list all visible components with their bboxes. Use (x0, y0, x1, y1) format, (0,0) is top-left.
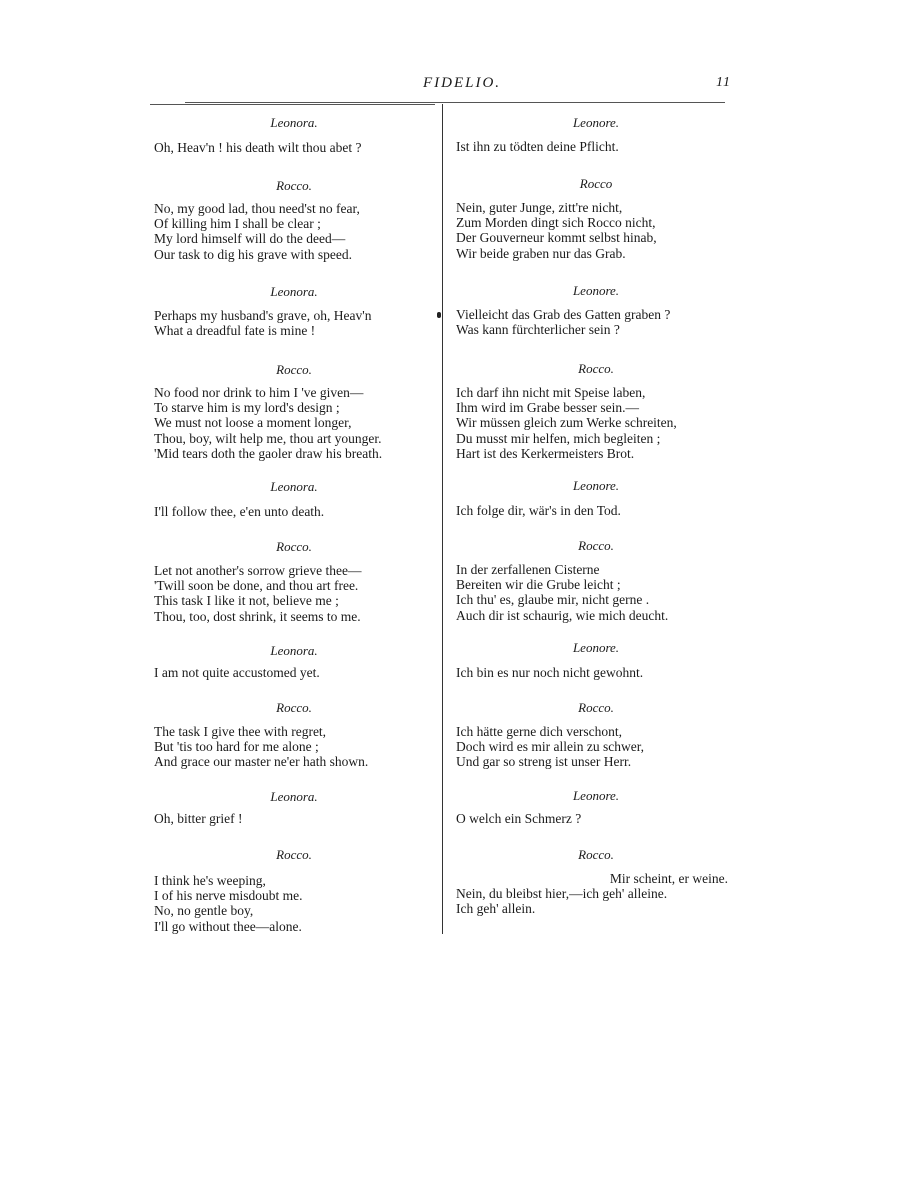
verse-lines (456, 307, 736, 337)
verse-line: I of his nerve misdoubt me. (154, 888, 303, 904)
verse-line: Ich thu' es, glaube mir, nicht gerne . (456, 592, 650, 608)
header-rule-center (185, 102, 450, 103)
header-rule-left (150, 104, 435, 105)
verse-lines (154, 504, 434, 519)
verse-block (154, 362, 434, 461)
verse-line: I'll follow thee, e'en unto death. (154, 504, 325, 519)
speaker-name: Leonora. (270, 479, 318, 494)
verse-line: Mir scheint, er weine. (609, 871, 728, 886)
verse-line: What a dreadful fate is mine ! (154, 323, 316, 339)
verse-lines (456, 503, 736, 518)
speaker-name: Rocco. (276, 847, 312, 862)
verse-line: Auch dir ist schaurig, wie mich deucht. (456, 607, 669, 623)
speaker-name: Rocco. (276, 539, 312, 554)
verse-line: Wir beide graben nur das Grab. (456, 245, 626, 261)
verse-lines (456, 811, 736, 826)
speaker-name: Rocco. (578, 700, 614, 715)
verse-block (154, 115, 434, 155)
verse-block (154, 789, 434, 826)
verse-line: This task I like it not, believe me ; (154, 593, 339, 609)
speaker-name: Leonore. (572, 283, 620, 298)
verse-block (456, 700, 736, 770)
verse-line: Thou, boy, wilt help me, thou art younger. (154, 430, 382, 446)
speaker-name: Rocco. (276, 178, 312, 193)
verse-line: In der zerfallenen Cisterne (456, 562, 600, 577)
verse-line: Oh, bitter grief ! (154, 811, 243, 826)
verse-lines (154, 385, 434, 461)
verse-line: Ich geh' allein. (456, 901, 536, 917)
verse-line: I am not quite accustomed yet. (154, 665, 320, 680)
speaker-name: Leonore. (572, 788, 620, 803)
verse-line: Ich folge dir, wär's in den Tod. (456, 503, 621, 518)
verse-line: O welch ein Schmerz ? (456, 811, 582, 826)
verse-block (154, 284, 434, 338)
verse-lines (456, 665, 736, 680)
verse-lines (456, 871, 736, 917)
verse-line: Our task to dig his grave with speed. (154, 246, 352, 262)
verse-line: 'Twill soon be done, and thou art free. (154, 578, 359, 594)
page-title: FIDELIO. (422, 75, 502, 91)
verse-line: Ich bin es nur noch nicht gewohnt. (456, 665, 644, 680)
speaker-name: Leonora. (270, 115, 318, 130)
verse-block (154, 479, 434, 519)
verse-line: 'Mid tears doth the gaoler draw his breath. (154, 445, 383, 461)
verse-block (456, 115, 736, 154)
verse-block (154, 178, 434, 262)
verse-lines (456, 200, 736, 261)
speaker-name: Leonora. (270, 284, 318, 299)
verse-lines (154, 811, 434, 826)
verse-line: Thou, too, dost shrink, it seems to me. (154, 608, 361, 624)
speaker-name: Rocco (579, 176, 613, 191)
verse-line: Und gar so streng ist unser Herr. (456, 754, 632, 770)
page-number: 11 (716, 75, 731, 90)
verse-block (456, 538, 736, 623)
verse-block (154, 847, 434, 934)
verse-line: I think he's weeping, (154, 873, 266, 888)
speaker-name: Leonore. (572, 115, 620, 130)
speaker-name: Rocco. (276, 700, 312, 715)
verse-line: Perhaps my husband's grave, oh, Heav'n (154, 308, 372, 323)
speaker-name: Rocco. (578, 847, 614, 862)
margin-mark (437, 312, 441, 318)
verse-lines (154, 724, 434, 770)
verse-line: Let not another's sorrow grieve thee— (154, 563, 362, 578)
verse-lines (154, 563, 434, 624)
verse-line: And grace our master ne'er hath shown. (154, 754, 369, 770)
verse-lines (154, 140, 434, 155)
verse-line: Ich darf ihn nicht mit Speise laben, (456, 385, 646, 400)
verse-line: No food nor drink to him I 've given— (154, 385, 364, 400)
verse-line: Nein, du bleibst hier,—ich geh' alleine. (456, 886, 668, 902)
verse-block (456, 788, 736, 826)
verse-block (456, 640, 736, 680)
verse-lines (154, 201, 434, 262)
verse-line: Vielleicht das Grab des Gatten graben ? (456, 307, 671, 322)
speaker-name: Rocco. (578, 361, 614, 376)
verse-lines (456, 139, 736, 154)
verse-block (154, 643, 434, 680)
verse-line: Wir müssen gleich zum Werke schreiten, (456, 415, 677, 431)
verse-line: Hart ist des Kerkermeisters Brot. (456, 445, 635, 461)
verse-block (456, 847, 736, 917)
verse-line: Of killing him I shall be clear ; (154, 216, 321, 232)
verse-line: Der Gouverneur kommt selbst hinab, (456, 230, 657, 246)
verse-line: Du musst mir helfen, mich begleiten ; (456, 430, 661, 446)
speaker-name: Leonore. (572, 478, 620, 493)
verse-lines (154, 665, 434, 680)
verse-block (456, 361, 736, 461)
verse-line: But 'tis too hard for me alone ; (154, 739, 319, 755)
verse-line: Ist ihn zu tödten deine Pflicht. (456, 139, 619, 154)
verse-line: Nein, guter Junge, zitt're nicht, (456, 200, 623, 215)
speaker-name: Leonora. (270, 789, 318, 804)
verse-lines (456, 562, 736, 623)
speaker-name: Rocco. (276, 362, 312, 377)
verse-block (154, 700, 434, 770)
verse-lines (456, 385, 736, 461)
verse-lines (154, 308, 434, 338)
verse-block (456, 176, 736, 261)
verse-line: I'll go without thee—alone. (154, 918, 302, 934)
verse-line: Doch wird es mir allein zu schwer, (456, 739, 645, 755)
header-rule-right (450, 102, 725, 103)
speaker-name: Leonora. (270, 643, 318, 658)
speaker-name: Rocco. (578, 538, 614, 553)
speaker-name: Leonore. (572, 640, 620, 655)
verse-line: To starve him is my lord's design ; (154, 400, 340, 416)
verse-line: We must not loose a moment longer, (154, 415, 352, 431)
verse-line: Bereiten wir die Grube leicht ; (456, 577, 621, 593)
verse-lines (456, 724, 736, 770)
verse-line: No, no gentle boy, (154, 903, 254, 919)
verse-line: No, my good lad, thou need'st no fear, (154, 201, 360, 216)
verse-block (456, 283, 736, 337)
verse-block (456, 478, 736, 518)
verse-line: Zum Morden dingt sich Rocco nicht, (456, 215, 656, 231)
verse-line: The task I give thee with regret, (154, 724, 327, 739)
verse-lines (154, 873, 434, 934)
verse-line: Ich hätte gerne dich verschont, (456, 724, 623, 739)
verse-line: Oh, Heav'n ! his death wilt thou abet ? (154, 140, 362, 155)
verse-block (154, 539, 434, 624)
verse-line: My lord himself will do the deed— (154, 231, 346, 247)
verse-line: Ihm wird im Grabe besser sein.— (456, 400, 639, 416)
column-divider (442, 104, 443, 934)
verse-line: Was kann fürchterlicher sein ? (456, 322, 620, 338)
